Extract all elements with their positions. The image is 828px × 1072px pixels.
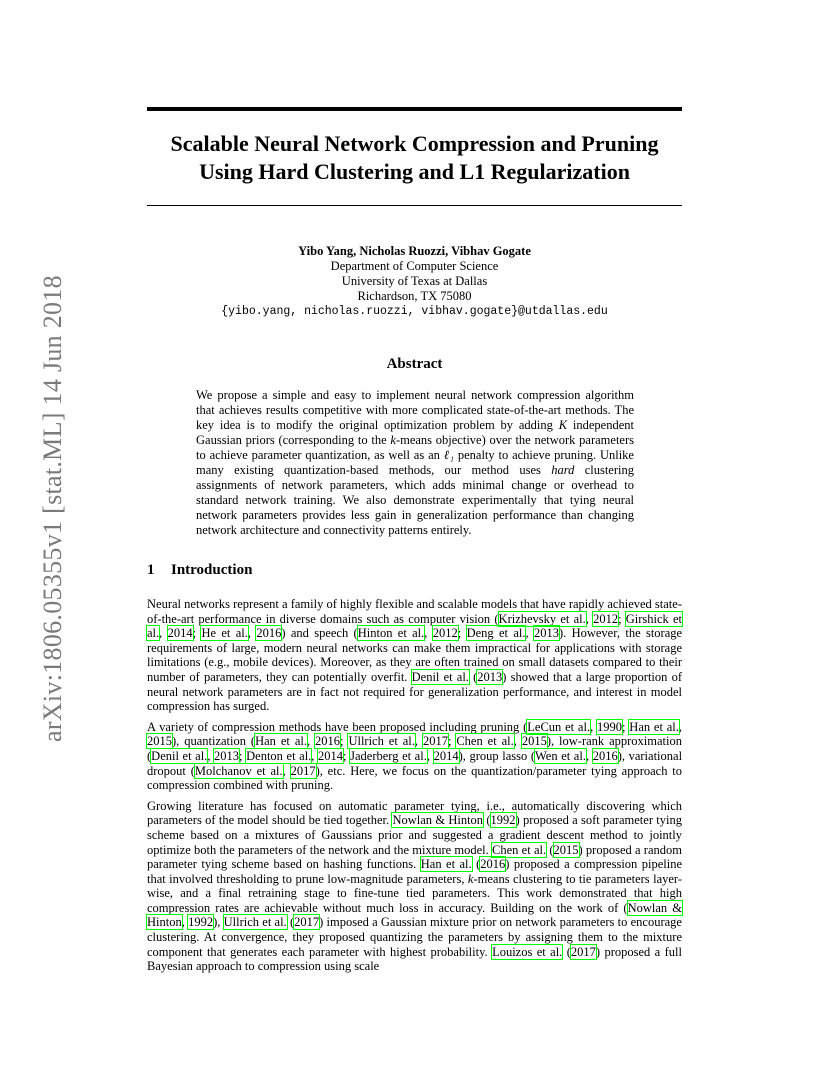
text-segment: Neural networks represent a family of highly flexible and scalable models that have rapidly achieved state-of-the-art performance in diverse domains such as computer vision ( <box>147 597 682 626</box>
text-segment: ; <box>447 734 457 749</box>
citation-link[interactable]: Molchanov et al. <box>194 763 283 778</box>
abstract-segment: independent Gaussian priors (corresponding to the <box>196 418 634 447</box>
section-title: Introduction <box>171 562 253 578</box>
citation-link[interactable]: Louizos et al. <box>492 944 563 959</box>
text-segment: , <box>282 763 291 778</box>
text-segment: , <box>306 734 316 749</box>
citation-link[interactable]: 2013 <box>533 626 559 641</box>
citation-link[interactable]: Wen et al. <box>535 748 586 763</box>
citation-link[interactable]: 2012 <box>593 611 619 626</box>
citation-link[interactable]: 2017 <box>290 763 316 778</box>
text-segment: , <box>525 626 534 641</box>
text-segment: , <box>585 611 594 626</box>
citation-link[interactable]: 2017 <box>570 944 596 959</box>
citation-link[interactable]: Denil et al. <box>151 748 208 763</box>
citation-link[interactable]: 2014 <box>167 626 193 641</box>
citation-link[interactable]: Han et al. <box>420 857 472 872</box>
text-segment: ) proposed a full Bayesian approach to compression using scale <box>147 944 682 974</box>
citation-link[interactable]: 2015 <box>147 734 172 749</box>
text-segment: ) imposed a Gaussian mixture prior on network parameters to encourage clustering. At convergence, they proposed quantizing the parameters by assigning them to the mixture component that generates each parameter with highest probability. <box>147 915 682 959</box>
abstract-segment: -means objective) over the network parameters to achieve parameter quantization, as well as an <box>196 433 634 462</box>
paragraph-3 <box>147 799 682 974</box>
author-names: Yibo Yang, Nicholas Ruozzi, Vibhav Gogate <box>298 244 531 258</box>
text-segment: ; <box>622 719 630 734</box>
text-segment: ; <box>192 626 202 641</box>
text-segment: ), quantization ( <box>172 734 256 749</box>
author-block <box>147 244 682 319</box>
text-segment: ) proposed a compression pipeline that involved thresholding to prune low-magnitude parameters, <box>147 857 683 886</box>
citation-link[interactable]: Han et al. <box>255 734 307 749</box>
paragraph-2 <box>147 720 682 793</box>
text-segment: Growing literature has focused on automatic parameter tying, i.e., automatically discovering which parameters of the model should be tied together. <box>147 798 682 828</box>
citation-link[interactable]: 2014 <box>433 748 459 763</box>
text-segment: , <box>513 734 522 749</box>
citation-link[interactable]: 2016 <box>256 626 282 641</box>
text-segment: , <box>311 748 319 763</box>
citation-link[interactable]: 2012 <box>432 626 458 641</box>
abstract-segment: penalty to achieve pruning. Unlike many existing quantization-based methods, our method uses <box>196 448 634 477</box>
citation-link[interactable]: Krizhevsky et al. <box>498 611 586 626</box>
author-location: Richardson, TX 75080 <box>357 289 472 303</box>
citation-link[interactable]: 1992 <box>490 813 516 828</box>
math-K: K <box>558 418 568 432</box>
citation-link[interactable]: Nowlan & Hinton <box>392 813 484 828</box>
citation-link[interactable]: 2017 <box>422 734 448 749</box>
text-segment: , <box>247 626 257 641</box>
citation-link[interactable]: 2016 <box>480 857 506 872</box>
math-l1: ℓ₁ <box>443 448 455 462</box>
text-segment: , <box>678 719 683 734</box>
citation-link[interactable]: Nowlan & Hinton <box>147 900 682 930</box>
citation-link[interactable]: 2017 <box>294 915 320 930</box>
text-segment: ), etc. Here, we focus on the quantization/parameter tying approach to compression combined with pruning. <box>147 763 683 793</box>
abstract-text <box>196 388 634 538</box>
citation-link[interactable]: 2013 <box>477 669 503 684</box>
citation-link[interactable]: Deng et al. <box>466 626 526 641</box>
text-segment: -means clustering to tie parameters layer-wise, and a final retraining stage to fine-tune tied parameters. This work demonstrated that high compression rates are achievable without much loss in accuracy. Building on the work of ( <box>147 871 683 915</box>
citation-link[interactable]: LeCun et al. <box>527 719 591 734</box>
text-segment: A variety of compression methods have been proposed including pruning ( <box>147 719 528 734</box>
text-segment: ( <box>562 944 571 959</box>
text-segment: ( <box>286 915 295 930</box>
title-rule-top <box>147 107 682 111</box>
citation-link[interactable]: Ullrich et al. <box>348 734 415 749</box>
text-segment: , <box>590 719 598 734</box>
text-segment: ), group lasso ( <box>458 748 535 763</box>
author-email: {yibo.yang, nicholas.ruozzi, vibhav.gogate}@utdallas.edu <box>221 305 608 318</box>
text-segment: ) showed that a large proportion of neural network parameters are in fact not required for generalization performance, and interest in model compression has surged. <box>147 669 682 714</box>
text-segment: ), low-rank approximation ( <box>147 734 682 763</box>
citation-link[interactable]: Girshick et al. <box>147 611 682 641</box>
citation-link[interactable]: 2015 <box>553 842 579 857</box>
title-line-2: Using Hard Clustering and L1 Regularization <box>199 159 630 184</box>
citation-link[interactable]: Jaderberg et al. <box>350 748 427 763</box>
text-segment: ; <box>343 748 351 763</box>
text-segment: , <box>207 748 215 763</box>
section-number: 1 <box>147 562 155 578</box>
text-segment: ; <box>340 734 349 749</box>
text-segment: ) and speech ( <box>281 626 358 641</box>
abstract-segment: clustering assignments of network parameters, which adds minimal change or overhead to standard network training. We also demonstrate experimentally that tying neural network parameters provides less gain in generalization performance than changing network architecture and connectivity patterns entirely. <box>196 463 634 537</box>
text-segment: , <box>424 626 433 641</box>
text-segment: ( <box>471 857 481 872</box>
section-heading <box>147 562 252 579</box>
abstract-heading: Abstract <box>386 356 443 372</box>
citation-link[interactable]: Denton et al. <box>246 748 312 763</box>
paper-title <box>147 130 682 186</box>
text-segment: , <box>181 915 189 930</box>
citation-link[interactable]: 2013 <box>214 748 240 763</box>
citation-link[interactable]: Chen et al. <box>456 734 514 749</box>
title-line-1: Scalable Neural Network Compression and Pruning <box>170 131 659 156</box>
body-text <box>147 597 682 980</box>
math-k: k <box>390 433 396 447</box>
abstract-segment: We propose a simple and easy to implement neural network compression algorithm that achieves results competitive with more complicated state-of-the-art methods. The key idea is to modify the original optimization problem by adding <box>196 388 634 432</box>
citation-link[interactable]: 2015 <box>521 734 547 749</box>
emphasis-hard: hard <box>551 463 575 477</box>
text-segment: , <box>426 748 434 763</box>
citation-link[interactable]: Han et al. <box>629 719 679 734</box>
author-university: University of Texas at Dallas <box>341 274 488 288</box>
text-segment: ( <box>483 813 491 828</box>
math-k: k <box>467 871 474 886</box>
text-segment: ) proposed a soft parameter tying scheme based on a mixtures of Gaussians prior and suggested a gradient descent method to jointly optimize both the parameters of the network and the mixture model. <box>147 813 682 857</box>
text-segment: ( <box>468 669 478 684</box>
text-segment: ), <box>213 915 224 930</box>
text-segment: , <box>585 748 593 763</box>
text-segment: ). However, the storage requirements of large, modern neural networks can make them impractical for applications with storage limitations (e.g., mobile devices). Moreover, as they are often trained on small datasets compared to their number of parameters, they can potentially overfit. <box>147 626 683 684</box>
paragraph-1 <box>147 597 682 714</box>
citation-link[interactable]: 2016 <box>592 748 618 763</box>
citation-link[interactable]: 1992 <box>188 915 214 930</box>
citation-link[interactable]: Denil et al. <box>411 669 469 684</box>
citation-link[interactable]: 2016 <box>315 734 341 749</box>
text-segment: ( <box>546 842 554 857</box>
citation-link[interactable]: He et al. <box>201 626 248 641</box>
title-rule-bottom <box>147 205 682 206</box>
text-segment: , <box>159 626 168 641</box>
text-segment: ; <box>618 611 626 626</box>
text-segment: ) proposed a random parameter tying scheme based on hashing functions. <box>147 842 682 872</box>
text-segment: ; <box>239 748 247 763</box>
citation-link[interactable]: Chen et al. <box>492 842 547 857</box>
citation-link[interactable]: Ullrich et al. <box>223 915 287 930</box>
text-segment: ), variational dropout ( <box>147 748 683 778</box>
author-department: Department of Computer Science <box>330 259 499 273</box>
citation-link[interactable]: 2014 <box>318 748 344 763</box>
arxiv-stamp: arXiv:1806.05355v1 [stat.ML] 14 Jun 2018 <box>38 275 67 742</box>
citation-link[interactable]: 1990 <box>597 719 623 734</box>
text-segment: ; <box>457 626 467 641</box>
text-segment: , <box>414 734 423 749</box>
citation-link[interactable]: Hinton et al. <box>357 626 425 641</box>
